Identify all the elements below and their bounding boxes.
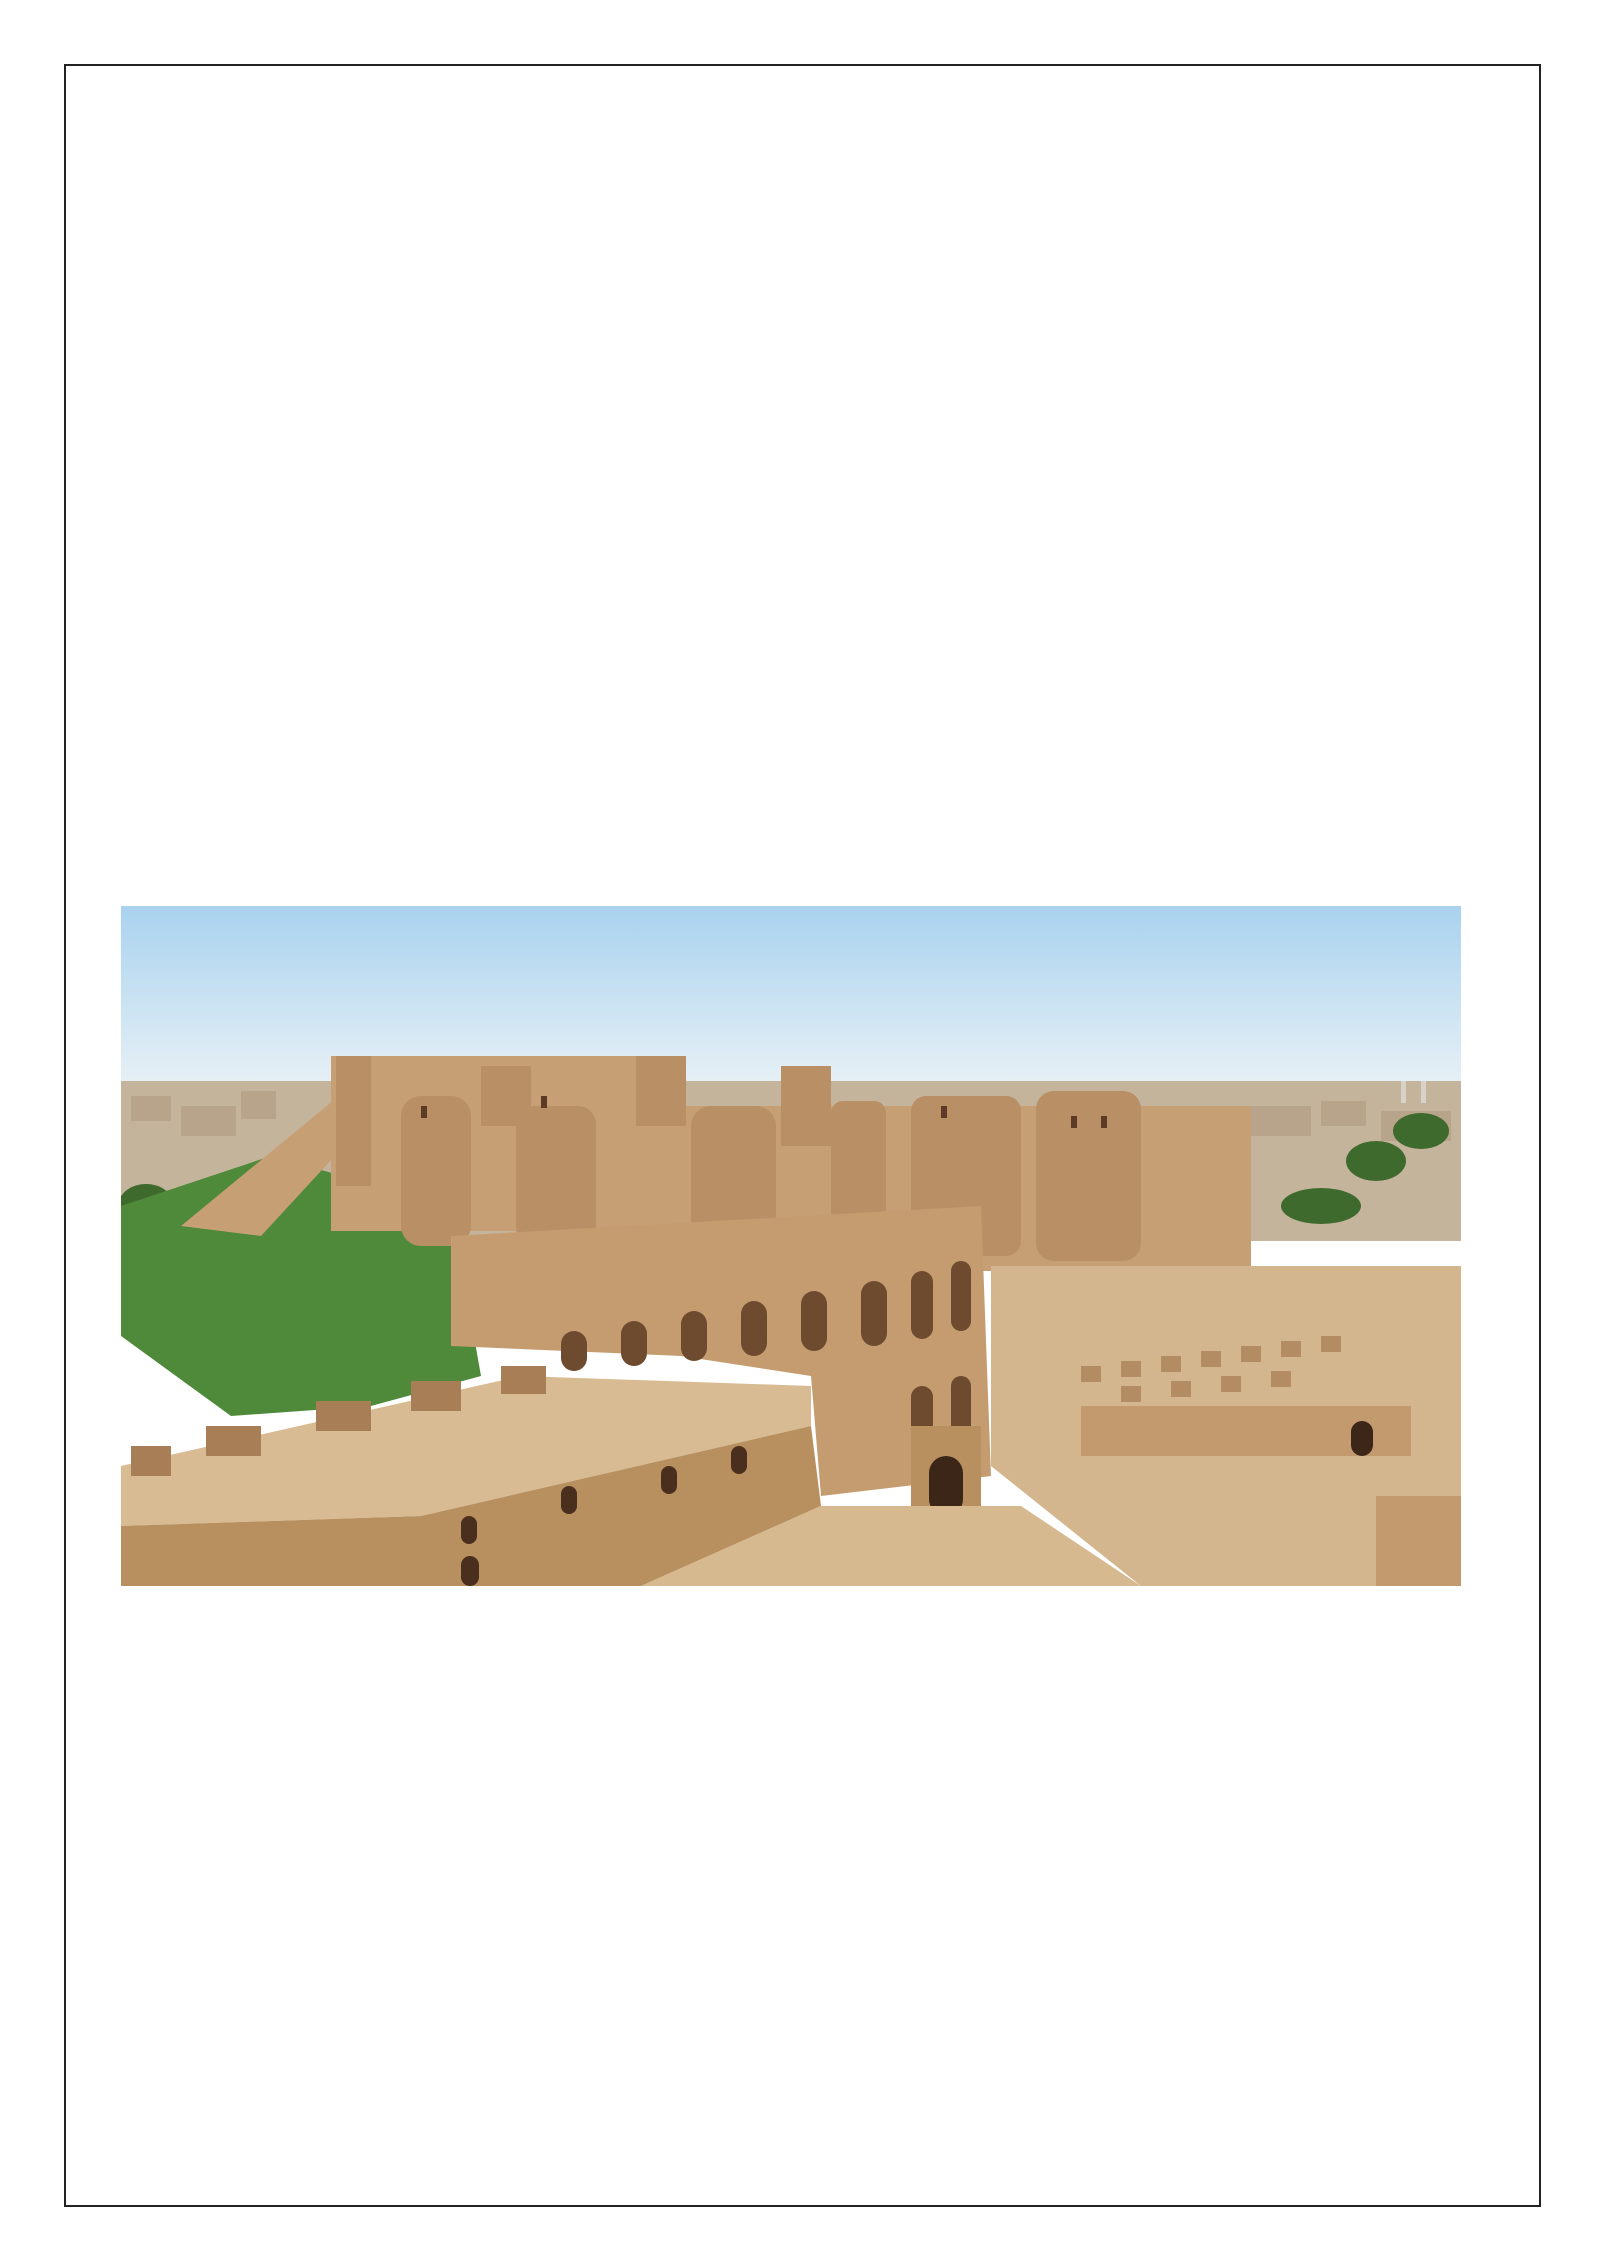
citadel-photo <box>121 906 1461 1586</box>
plan-item <box>200 415 250 457</box>
right-building <box>1376 1496 1461 1586</box>
courtyard-door <box>1351 1421 1373 1456</box>
plan-item <box>200 480 250 522</box>
plan-item <box>200 285 250 327</box>
plan-item <box>200 350 250 392</box>
